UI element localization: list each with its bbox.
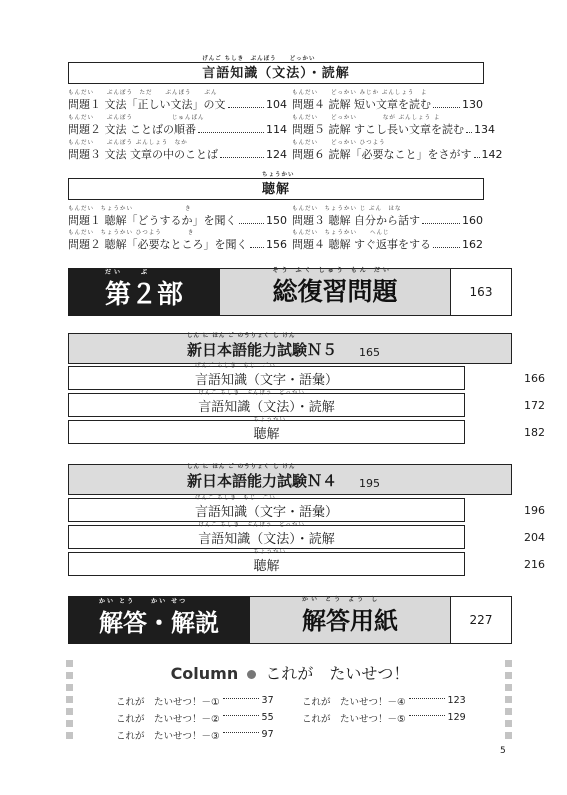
entry-page: 114 (266, 123, 287, 136)
leader-dots (239, 223, 265, 224)
entry-page: 124 (266, 148, 287, 161)
entry-page: 142 (481, 148, 503, 161)
leader-dots (198, 132, 264, 133)
part2-title (220, 268, 450, 316)
part2-page: 163 (450, 268, 512, 316)
column-entry-label: これが たいせつ！－③ (116, 730, 220, 742)
toc-entry[interactable] (292, 230, 483, 260)
item-page: 204 (524, 530, 545, 544)
item-page: 166 (524, 371, 545, 385)
leader-dots (409, 698, 445, 699)
column-entry-page: 129 (447, 712, 466, 723)
item-ruby: げんご ちしき もじ ごい (194, 363, 276, 369)
entry-page: 134 (474, 123, 495, 136)
heading-page: 165 (359, 346, 381, 359)
test-item[interactable] (68, 495, 545, 522)
decor-square (505, 696, 512, 703)
decor-square (505, 720, 512, 727)
test-item-wrap (194, 495, 338, 520)
entry-ruby: もんだい どっかい ひつよう (292, 140, 386, 146)
test-item-box (68, 417, 465, 444)
decor-square (66, 696, 73, 703)
entry-title: 問題３ 聴解 自分から話す (292, 214, 420, 227)
test-n5-heading (68, 333, 512, 364)
test-n4-heading-wrap (187, 464, 338, 491)
column-heading-prefix: Column (170, 664, 239, 683)
answers-label-ruby: かい とう かい せつ (99, 597, 188, 605)
leader-dots (474, 157, 480, 158)
section-grammar-heading-wrap (202, 56, 350, 81)
column-right-list (302, 692, 466, 726)
answers-label-wrap (99, 597, 219, 638)
leader-dots (466, 132, 472, 133)
item-label: 言語知識（文法）・読解 (198, 400, 335, 415)
decor-square (505, 684, 512, 691)
item-ruby: げんご ちしき ぶんぽう どっかい (198, 522, 305, 528)
item-ruby: ちょうかい (253, 417, 286, 423)
test-item-box (68, 390, 465, 417)
test-item[interactable] (68, 390, 545, 417)
entry-ruby: もんだい どっかい なが ぶんしょう よ (292, 115, 441, 121)
entry-page: 160 (462, 214, 483, 227)
test-item-wrap (198, 522, 335, 547)
test-item-wrap (253, 417, 286, 442)
toc-entry[interactable] (68, 140, 287, 171)
answers-title (250, 596, 450, 644)
test-item-box (68, 363, 465, 390)
test-item-box (68, 522, 465, 549)
section-listening-heading-wrap (261, 172, 295, 197)
item-page: 182 (524, 425, 545, 439)
column-entry-label: これが たいせつ！－① (116, 696, 220, 708)
entry-ruby: もんだい ちょうかい ひつよう き (68, 230, 195, 236)
column-entry-page: 55 (261, 712, 274, 723)
decor-square (66, 720, 73, 727)
part2-title-text: 総復習問題 (272, 277, 398, 306)
entry-title: 問題３ 文法 文章の中のことば (68, 148, 218, 161)
item-label: 聴解 (253, 427, 280, 442)
column-entry-label: これが たいせつ！－⑤ (302, 713, 406, 725)
column-entry[interactable] (302, 709, 466, 726)
column-entry[interactable] (116, 709, 274, 726)
entry-ruby: もんだい どっかい みじか ぶんしょう よ (292, 90, 428, 96)
test-item-box (68, 549, 465, 576)
listening-right-column (292, 206, 483, 260)
part2-title-ruby: そう ふく しゅう もん だい (272, 267, 392, 274)
column-entry[interactable] (116, 726, 274, 743)
leader-dots (250, 247, 265, 248)
grammar-right-column (292, 90, 503, 171)
listening-left-column (68, 206, 287, 260)
entry-page: 104 (266, 98, 287, 111)
part2-label (68, 268, 220, 316)
page-number: 5 (500, 746, 506, 756)
grammar-left-column (68, 90, 287, 171)
toc-entry[interactable] (292, 140, 503, 171)
leader-dots (223, 732, 259, 733)
column-entry-page: 37 (261, 695, 274, 706)
leader-dots (228, 107, 265, 108)
entry-ruby: もんだい ぶんぽう じゅんばん (68, 115, 205, 121)
answers-page: 227 (450, 596, 512, 644)
section-grammar-heading (68, 56, 484, 84)
heading-ruby: ちょうかい (261, 172, 295, 178)
item-label: 言語知識（文字・語彙） (194, 373, 338, 388)
entry-title: 問題４ 聴解 すぐ返事をする (292, 238, 431, 251)
answers-title-wrap (302, 596, 398, 636)
item-page: 196 (524, 503, 545, 517)
entry-title: 問題５ 読解 すこし長い文章を読む (292, 123, 464, 136)
heading-ruby: げんご ちしき ぶんぽう どっかい (202, 56, 316, 62)
heading-ruby: しん に ほん ご のうりょく し けん (187, 464, 296, 470)
item-page: 172 (524, 398, 545, 412)
leader-dots (433, 247, 460, 248)
test-item-box (68, 495, 465, 522)
leader-dots (223, 698, 259, 699)
item-ruby: ちょうかい (253, 549, 286, 555)
test-item-wrap (253, 549, 286, 574)
entry-title: 問題１ 文法「正しい文法」の文 (68, 98, 226, 111)
answers-label-text: 解答・解説 (99, 607, 219, 637)
item-page: 216 (524, 557, 545, 571)
leader-dots (409, 715, 445, 716)
decor-square (505, 708, 512, 715)
leader-dots (220, 157, 264, 158)
leader-dots (433, 107, 460, 108)
column-left-list (116, 692, 274, 743)
test-n5-heading-wrap (187, 333, 338, 360)
bullet-icon (247, 670, 256, 679)
answers-label (68, 596, 250, 644)
column-heading (66, 661, 514, 684)
entry-ruby: もんだい ちょうかい じ ぶん はな (292, 206, 402, 212)
part2-title-wrap (272, 267, 398, 308)
entry-page: 162 (462, 238, 483, 251)
column-box (66, 658, 514, 744)
item-ruby: げんご ちしき ぶんぽう どっかい (198, 390, 305, 396)
test-item[interactable] (68, 549, 545, 576)
column-entry[interactable] (116, 692, 274, 709)
entry-ruby: もんだい ちょうかい へんじ (292, 230, 390, 236)
test-n5-items (68, 363, 545, 444)
entry-ruby: もんだい ちょうかい き (68, 206, 192, 212)
entry-ruby: もんだい ぶんぽう ぶんしょう なか (68, 140, 188, 146)
decor-square (66, 732, 73, 739)
column-entry[interactable] (302, 692, 466, 709)
entry-page: 150 (266, 214, 287, 227)
decor-square (66, 684, 73, 691)
entry-title: 問題６ 読解「必要なこと」をさがす (292, 148, 472, 161)
entry-page: 156 (266, 238, 287, 251)
entry-title: 問題１ 聴解「どうするか」を聞く (68, 214, 237, 227)
leader-dots (223, 715, 259, 716)
decor-square (505, 732, 512, 739)
column-entry-page: 97 (261, 729, 274, 740)
heading-page: 195 (359, 477, 381, 490)
entry-title: 問題２ 文法 ことばの順番 (68, 123, 196, 136)
heading-text: 新日本語能力試験Ｎ４ (187, 472, 338, 490)
answers-title-ruby: かい とう よう し (302, 596, 381, 603)
heading-text: 言語知識（文法）・読解 (202, 66, 350, 81)
leader-dots (422, 223, 460, 224)
decor-square (66, 708, 73, 715)
item-label: 言語知識（文字・語彙） (194, 505, 338, 520)
section-listening-heading (68, 172, 484, 200)
toc-entry[interactable] (68, 230, 287, 260)
item-ruby: げんご ちしき もじ ごい (194, 495, 276, 501)
test-n4-heading (68, 464, 512, 495)
test-item[interactable] (68, 522, 545, 549)
item-label: 言語知識（文法）・読解 (198, 532, 335, 547)
test-item[interactable] (68, 363, 545, 390)
column-heading-text: これが たいせつ！ (265, 664, 410, 683)
test-item-wrap (194, 363, 338, 388)
heading-text: 新日本語能力試験Ｎ５ (187, 341, 338, 359)
column-entry-label: これが たいせつ！－④ (302, 696, 406, 708)
entry-title: 問題４ 読解 短い文章を読む (292, 98, 431, 111)
part2-label-wrap (104, 268, 183, 311)
column-entry-label: これが たいせつ！－② (116, 713, 220, 725)
entry-ruby: もんだい ぶんぽう ただ ぶんぽう ぶん (68, 90, 218, 96)
part2-label-ruby: だい ぶ (104, 268, 150, 276)
column-entry-page: 123 (447, 695, 466, 706)
heading-ruby: しん に ほん ご のうりょく し けん (187, 333, 296, 339)
entry-page: 130 (462, 98, 483, 111)
test-item-wrap (198, 390, 335, 415)
part2-label-text: 第２部 (104, 279, 183, 310)
entry-title: 問題２ 聴解「必要なところ」を聞く (68, 238, 248, 251)
test-item[interactable] (68, 417, 545, 444)
heading-text: 聴解 (261, 182, 290, 197)
test-n4-items (68, 495, 545, 576)
item-label: 聴解 (253, 559, 280, 574)
answers-title-text: 解答用紙 (302, 607, 398, 635)
